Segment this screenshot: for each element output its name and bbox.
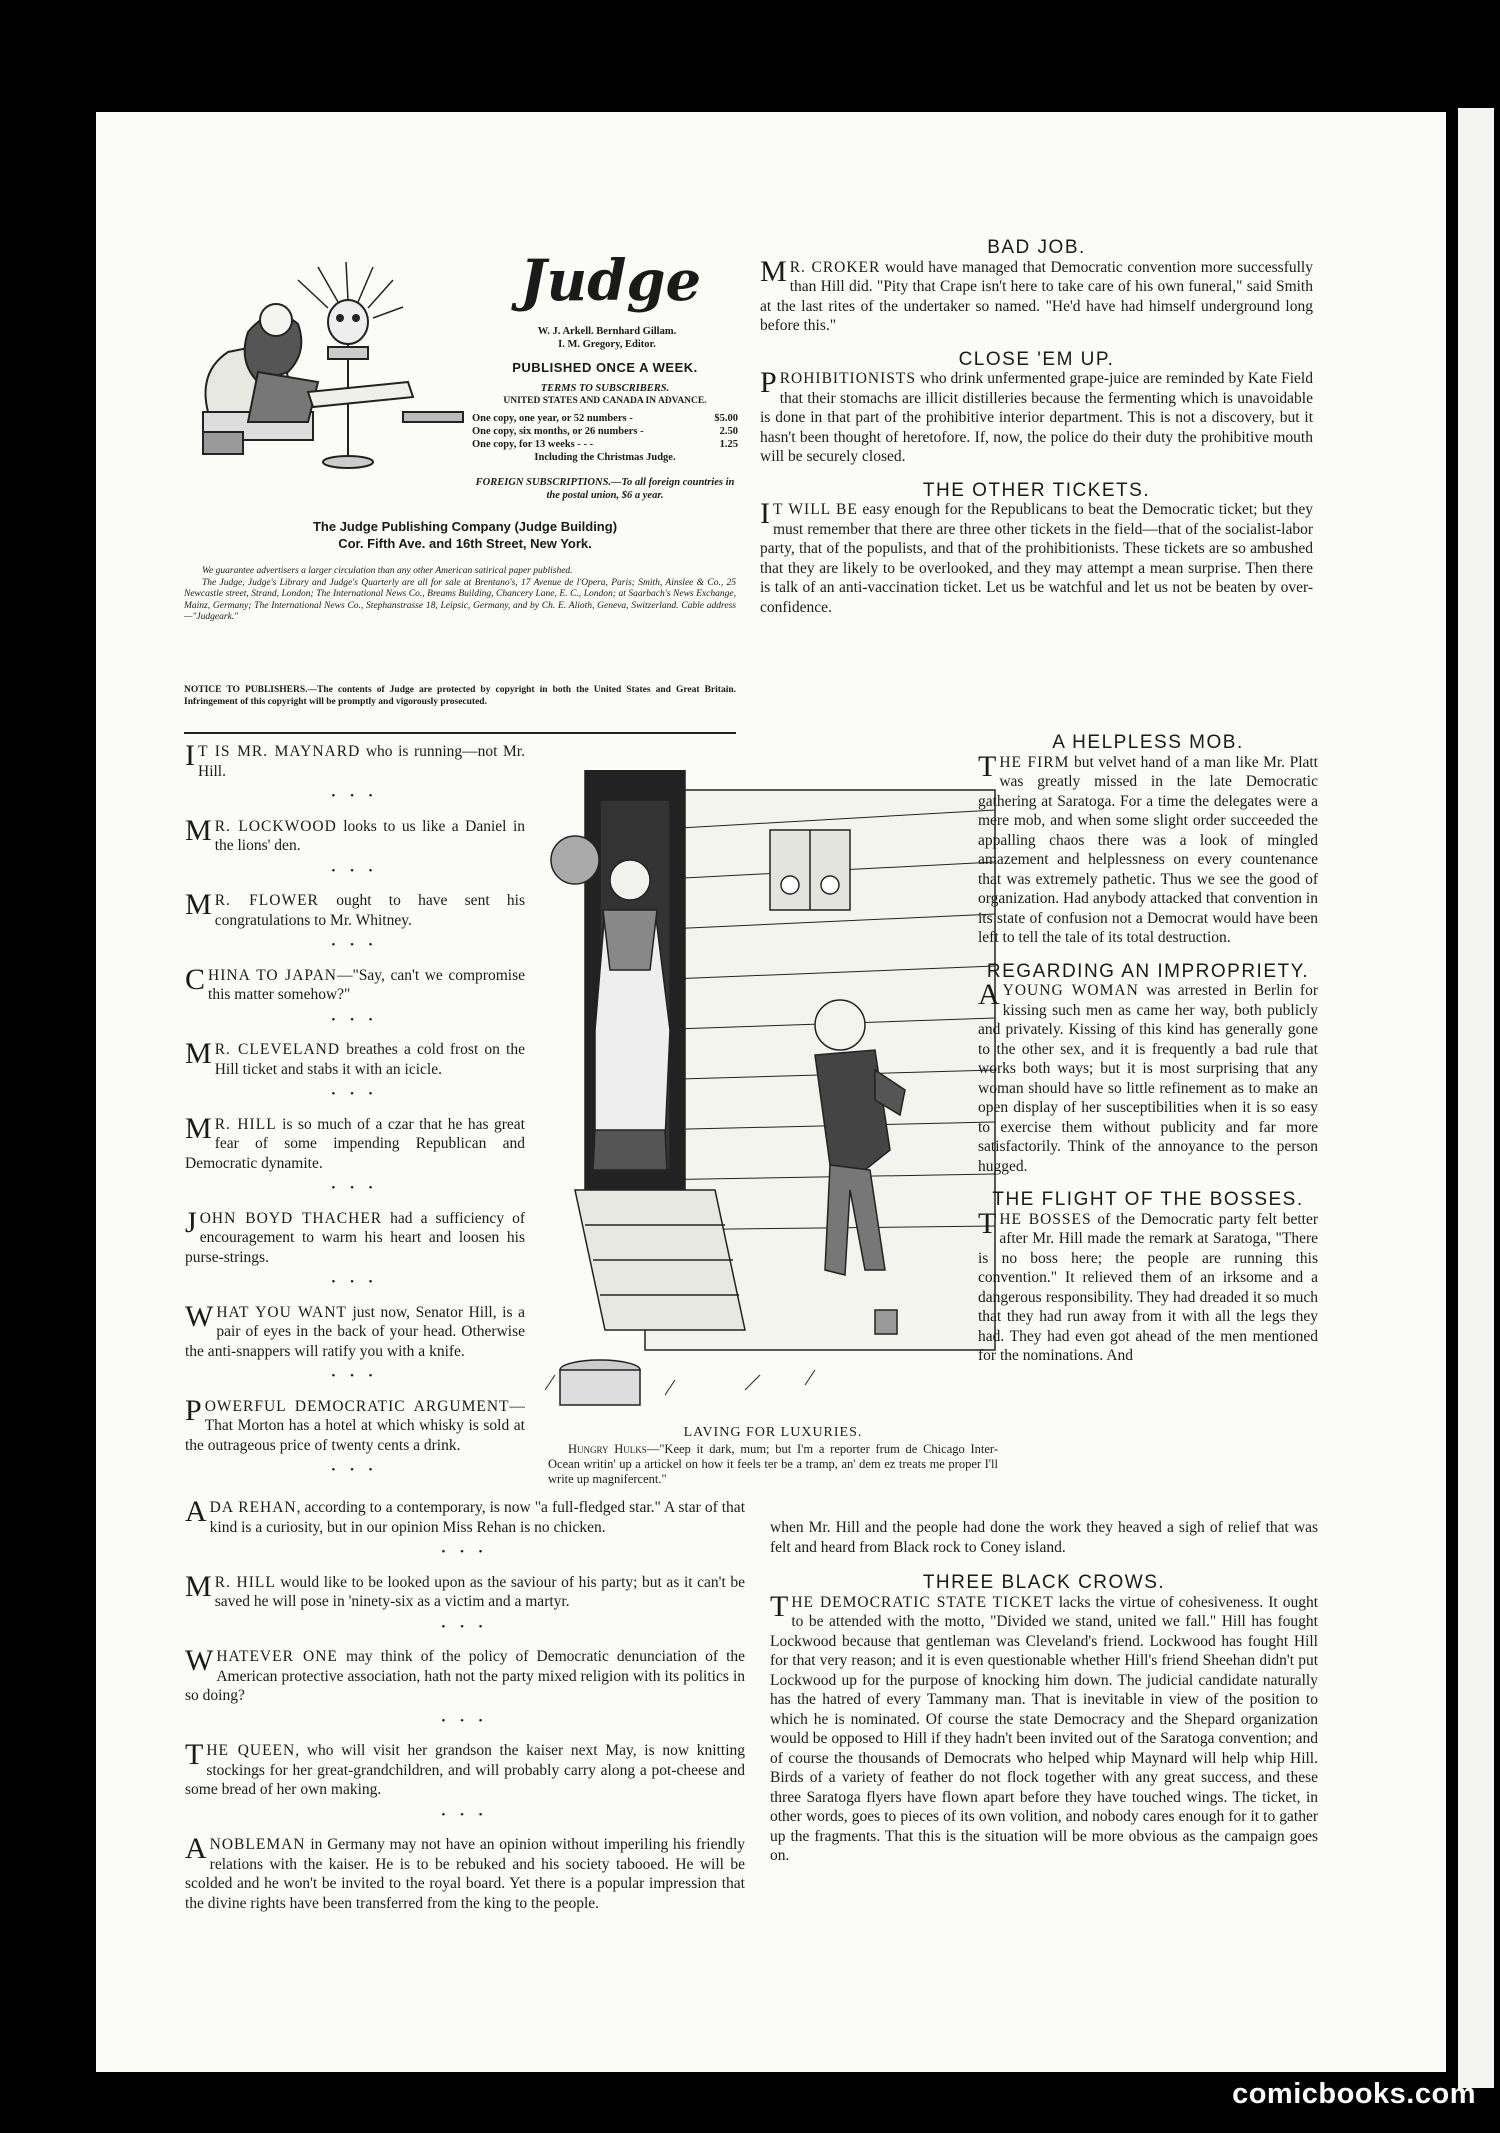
caption-speaker: Hungry Hulks xyxy=(568,1442,647,1456)
laving-illustration xyxy=(545,770,1000,1420)
paragraph-item xyxy=(185,1498,745,1537)
paragraph-item xyxy=(185,966,525,1005)
guarantee-notice: We guarantee advertisers a larger circulation than any other American satirical paper published. xyxy=(202,566,573,576)
drop-cap: W xyxy=(185,1647,214,1677)
paragraph-text: just now, Senator Hill, is a pair of eyes in the back of your head. Otherwise the anti-snappers will ratify you with a knife. xyxy=(185,1303,525,1360)
article-text: was arrested in Berlin for kissing such men as came her way, both publicly and privately. Kissing of this kind has generally gone to the other sex, and it is frequently a bad rule that works both ways; but it is most surprising that any woman should have so little refinement as to make an open display of her susceptibilities when it is so easy to exercise them without publicity and far more satisfactorily. Think of the annoyance to the person hugged. xyxy=(978,982,1318,1175)
illustration-caption xyxy=(548,1442,998,1487)
paragraph-item xyxy=(185,1835,745,1913)
section-separator: • • • xyxy=(441,1714,489,1727)
section-separator: • • • xyxy=(331,1182,379,1194)
publisher-company: The Judge Publishing Company (Judge Building) xyxy=(312,519,618,534)
term-label: One copy, for 13 weeks - - - xyxy=(472,439,594,450)
paragraph-text: breathes a cold frost on the Hill ticket and stabs it with an icicle. xyxy=(214,1041,525,1078)
masthead-editors-line1: W. J. Arkell. Bernhard Gillam. xyxy=(537,326,677,337)
drop-cap: M xyxy=(185,1040,212,1070)
article-text: but velvet hand of a man like Mr. Platt was greatly missed in the late Democratic gathering at Saratoga. For a time the delegates were a mere mob, and when some slight order succeeded the appalling chaos there was a look of mingled amazement and helplessness on every countenance that was extremely pathetic. Thus we see the good of organization. Had anybody attacked that convention in its state of confusion not a Democrat would have been left to tell the tale of its total destruction. xyxy=(978,753,1318,946)
paragraph-text: had a sufficiency of encouragement to warm his heart and loosen his purse-strings. xyxy=(185,1209,525,1266)
section-separator: • • • xyxy=(331,1276,379,1288)
drop-cap: M xyxy=(185,816,212,847)
paragraph-text: may think of the policy of Democratic denunciation of the American protective association, hath not the party mixed religion with its politics in so doing? xyxy=(185,1648,745,1704)
article-text: who drink unfermented grape-juice are reminded by Kate Field that their stomachs are illicit distilleries because the fermenting which is unavoidable is done in that part of the prohibitive interior department. This is not a discovery, but it hasn't been thought of heretofore. If, now, the police do their duty the prohibitive mouth will be securely closed. xyxy=(760,370,1313,465)
section-separator: • • • xyxy=(331,1464,379,1476)
paragraph-item xyxy=(185,742,525,781)
lead-in: HE QUEEN xyxy=(206,1742,296,1759)
article-three-crows xyxy=(770,1593,1318,1866)
article-title-three-crows: THREE BLACK CROWS. xyxy=(922,1572,1166,1593)
drop-cap: T xyxy=(978,752,997,783)
section-separator: • • • xyxy=(331,790,379,802)
paragraph-item xyxy=(185,891,525,930)
term-price: $5.00 xyxy=(714,413,738,424)
lead-in: R. LOCKWOOD xyxy=(214,817,337,835)
drop-cap: T xyxy=(978,1209,997,1240)
drop-cap: W xyxy=(185,1302,214,1333)
paragraph-item xyxy=(185,1573,745,1612)
paragraph-item xyxy=(185,1741,745,1800)
drop-cap: T xyxy=(185,1741,204,1771)
subscription-terms xyxy=(472,412,738,464)
article-text: would have managed that Democratic convention more successfully than Hill did. "Pity that Crape isn't here to take care of his own funeral," said Smith at the last rites of the undertaker so named. "He'd have had himself underground long before this." xyxy=(760,258,1313,334)
section-separator: • • • xyxy=(441,1808,489,1821)
paragraph-item xyxy=(185,1209,525,1268)
drop-cap: I xyxy=(185,742,195,772)
lead-in: HE BOSSES xyxy=(999,1210,1092,1228)
article-impropriety xyxy=(978,981,1318,1176)
article-text: of the Democratic party felt better after Mr. Hill made the remark at Saratoga, "There is no boss here; the people are running this convention." It relieved them of an irksome and a dangerous responsibility. They had dreaded it so much that they had run away from it with all the legs they had. They had even got ahead of the men mentioned for the nominations. And xyxy=(978,1210,1318,1364)
lead-in: HINA TO JAPAN xyxy=(208,966,337,984)
paragraph-item xyxy=(185,1303,525,1362)
paragraph-item xyxy=(185,817,525,856)
site-watermark: comicbooks.com xyxy=(1232,2078,1476,2110)
drop-cap: A xyxy=(185,1498,207,1528)
article-close-em-up xyxy=(760,369,1313,467)
masthead-editors xyxy=(472,325,742,351)
publisher-block xyxy=(190,518,740,552)
drop-cap: M xyxy=(185,1114,212,1145)
paragraph-item xyxy=(185,1647,745,1706)
article-helpless-mob xyxy=(978,753,1318,948)
article-other-tickets xyxy=(760,500,1313,617)
drop-cap: M xyxy=(760,257,787,288)
term-label: One copy, one year, or 52 numbers - xyxy=(472,413,633,424)
lead-in: ROHIBITIONISTS xyxy=(779,370,916,387)
section-separator: • • • xyxy=(331,1013,379,1026)
caption-text: —"Keep it dark, mum; but I'm a reporter frum de Chicago Inter-Ocean writin' up a artickel on how it feels ter be a tramp, an' dem ez treats me proper I'll write up magnifercent." xyxy=(548,1442,999,1486)
paragraph-item xyxy=(185,1397,525,1456)
drop-cap: A xyxy=(185,1835,207,1865)
article-title-helpless-mob: A HELPLESS MOB. xyxy=(1052,732,1244,753)
lead-in: HATEVER ONE xyxy=(216,1648,338,1665)
article-title-other-tickets: THE OTHER TICKETS. xyxy=(922,479,1151,501)
masthead-divider xyxy=(184,732,736,734)
masthead-judge-illustration xyxy=(188,262,478,472)
drop-cap: J xyxy=(185,1208,197,1239)
lead-in: T WILL BE xyxy=(773,501,858,518)
masthead-editors-line2: I. M. Gregory, Editor. xyxy=(558,339,656,350)
lead-in: HE FIRM xyxy=(999,753,1070,771)
term-row xyxy=(472,412,738,425)
lead-in: R. CROKER xyxy=(789,258,881,276)
article-title-flight: THE FLIGHT OF THE BOSSES. xyxy=(992,1189,1304,1210)
lead-in: YOUNG WOMAN xyxy=(1002,982,1139,999)
publisher-address: Cor. Fifth Ave. and 16th Street, New York. xyxy=(338,536,592,551)
paragraph-text: , who will visit her grandson the kaiser next May, is now knitting stockings for her great-grandchildren, and will probably carry along a pot-cheese and some bread of her own making. xyxy=(185,1742,745,1798)
article-bad-job xyxy=(760,258,1313,336)
drop-cap: I xyxy=(760,500,770,530)
lower-left-column xyxy=(185,1498,745,1913)
drop-cap: C xyxy=(185,965,206,996)
right-column-narrow xyxy=(978,733,1318,1366)
paragraph-text: , according to a contemporary, is now "a full-fledged star." A star of that kind is a curiosity, but in our opinion Miss Rehan is no chicken. xyxy=(209,1499,745,1536)
article-text: lacks the virtue of cohesiveness. It ought to be attended with the motto, "Divided we stand, united we fall." Hill has fought Lockwood because that gentleman was Cleveland's friend. Lockwood has fought Hill for that very reason; and it is even questionable whether Hill's friend Sheehan didn't put Lockwood up for the purpose of knocking him down. The judicial candidate naturally has the hatred of every Tammany man. That is inevitable in view of the position to which he is nominated. Of course the state Democracy and the Shepard organization would be opposed to Hill if they hadn't been invited out of the Saratoga convention; and of course the thousands of Democrats who helped whip Maynard will help whip Hill. Birds of a variety of feather do not flock together with any great success, and these three Saratoga flyers have flown apart before they have touched wings. The ticket, in other words, goes to pieces of its own volition, and nobody cares enough for it to gather up the fragments. That this is the situation will be more obvious as the campaign goes on. xyxy=(770,1593,1318,1864)
article-title-close-em-up: CLOSE 'EM UP. xyxy=(958,348,1115,370)
paragraph-item xyxy=(185,1115,525,1174)
left-column xyxy=(185,742,525,1491)
drop-cap: M xyxy=(185,1572,212,1603)
lead-in: R. FLOWER xyxy=(214,892,319,909)
lead-in: T IS MR. MAYNARD xyxy=(198,743,361,760)
drop-cap: A xyxy=(978,981,1000,1011)
foreign-subscriptions: FOREIGN SUBSCRIPTIONS.—To all foreign countries in the postal union, $6 a year. xyxy=(475,477,735,501)
paragraph-text: —"Say, can't we compromise this matter somehow?" xyxy=(208,966,525,1003)
terms-heading: TERMS TO SUBSCRIBERS. xyxy=(540,383,670,394)
drop-cap: P xyxy=(185,1396,202,1427)
paragraph-item xyxy=(185,1040,525,1079)
article-flight xyxy=(978,1210,1318,1366)
sale-notice: The Judge, Judge's Library and Judge's Quarterly are all for sale at Brentano's, 17 Avenue de l'Opera, Paris; Smith, Ainslee & Co., 25 Newcastle street, Strand, London; The International News Co., Breams Building, Chancery Lane, E. C., London; at Saarbach's News Exchange, Mainz, Germany; The International News Co., Stephanstrasse 18, Leipsic, Germany, and by Ch. E. Alioth, Geneva, Switzerland. Cable address—"Judgeark." xyxy=(184,577,736,622)
paragraph-text: looks to us like a Daniel in the lions' den. xyxy=(214,817,525,854)
lead-in: R. HILL xyxy=(214,1573,276,1591)
right-column-top xyxy=(760,238,1313,617)
paragraph-text: who is running—not Mr. Hill. xyxy=(198,743,525,780)
term-price: 1.25 xyxy=(719,439,738,450)
lead-in: OHN BOYD THACHER xyxy=(199,1209,383,1227)
section-separator: • • • xyxy=(331,1370,379,1382)
section-separator: • • • xyxy=(441,1620,489,1633)
paragraph-text: would like to be looked upon as the saviour of his party; but as it can't be saved he will pose in 'ninety-six as a victim and a martyr. xyxy=(214,1573,745,1610)
lead-in: R. CLEVELAND xyxy=(214,1041,341,1058)
notices-block xyxy=(184,566,736,624)
terms-subheading: UNITED STATES AND CANADA IN ADVANCE. xyxy=(503,396,707,406)
lead-in: OWERFUL DEMOCRATIC ARGUMENT xyxy=(204,1397,510,1415)
article-flight-continuation: when Mr. Hill and the people had done the work they heaved a sigh of relief that was felt and heard from Black rock to Coney island. xyxy=(770,1519,1318,1556)
section-separator: • • • xyxy=(441,1546,489,1558)
article-title-bad-job: BAD JOB. xyxy=(987,237,1086,258)
lead-in: HAT YOU WANT xyxy=(216,1303,347,1321)
term-row xyxy=(472,425,738,438)
paragraph-text: —That Morton has a hotel at which whisky is sold at the outrageous price of twenty cents a drink. xyxy=(185,1397,525,1454)
published-weekly: PUBLISHED ONCE A WEEK. xyxy=(512,360,698,375)
term-row xyxy=(472,438,738,451)
drop-cap: P xyxy=(760,369,777,399)
lead-in: DA REHAN xyxy=(209,1499,297,1516)
next-page-edge xyxy=(1458,108,1494,2088)
lead-in: HE DEMOCRATIC STATE TICKET xyxy=(791,1593,1054,1611)
paragraph-text: is so much of a czar that he has great fear of some impending Republican and Democratic dynamite. xyxy=(185,1115,525,1172)
section-separator: • • • xyxy=(331,1088,379,1100)
term-price: 2.50 xyxy=(719,426,738,437)
masthead-title: Judge xyxy=(520,248,702,314)
lead-in: R. HILL xyxy=(214,1115,277,1133)
drop-cap: M xyxy=(185,891,212,921)
drop-cap: T xyxy=(770,1592,789,1623)
terms-note: Including the Christmas Judge. xyxy=(534,452,676,463)
section-separator: • • • xyxy=(331,939,379,951)
article-title-impropriety: REGARDING AN IMPROPRIETY. xyxy=(986,960,1310,982)
paragraph-text: in Germany may not have an opinion without imperiling his friendly relations with the kaiser. He is to be rebuked and his society tabooed. He will be scolded and he won't be invited to the royal board. Yet there is a popular impression that the divine rights have been transferred from the king to the people. xyxy=(185,1836,745,1912)
article-text: easy enough for the Republicans to beat the Democratic ticket; but they must remember that there are three other tickets in the field—that of the socialist-labor party, that of the populists, and that of the prohibitionists. These tickets are so ambushed that they are likely to be overlooked, and they may attempt a mean surprise. Then there is talk of an anti-vaccination ticket. Let us be watchful and let us not be beaten by over-confidence. xyxy=(760,501,1313,616)
right-column-bottom xyxy=(770,1518,1318,1866)
paragraph-text: ought to have sent his congratulations to Mr. Whitney. xyxy=(214,892,525,929)
publishers-notice: NOTICE TO PUBLISHERS.—The contents of Judge are protected by copyright in both the United States and Great Britain. Infringement of this copyright will be promptly and vigorously prosecuted. xyxy=(184,685,736,707)
illustration-caption-title: LAVING FOR LUXURIES. xyxy=(683,1425,863,1440)
lead-in: NOBLEMAN xyxy=(209,1836,306,1853)
term-label: One copy, six months, or 26 numbers - xyxy=(472,426,644,437)
section-separator: • • • xyxy=(331,864,379,877)
